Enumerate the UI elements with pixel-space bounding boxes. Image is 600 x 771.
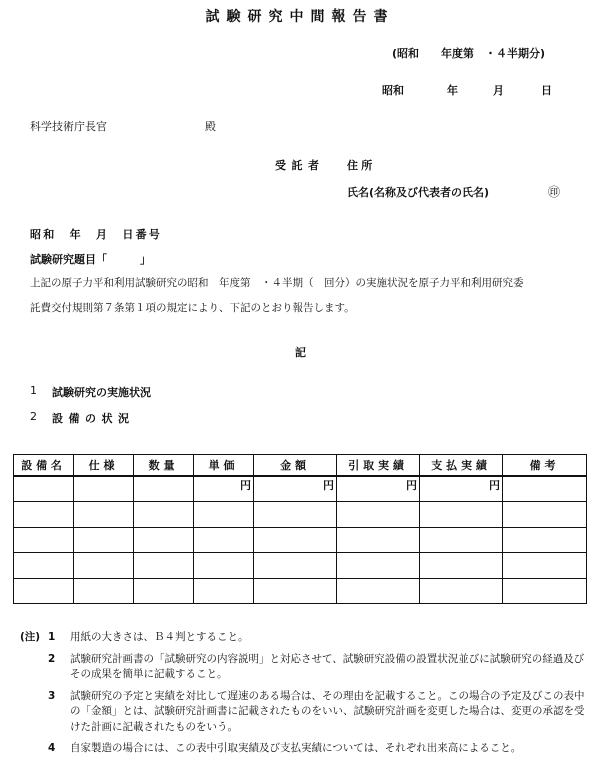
payment-unit: 円 [420,476,503,502]
addressee-honorific: 殿 [205,120,216,133]
contractor-name-label: 氏名(名称及び代表者の氏名) [347,186,490,199]
report-date-day: 日 [541,84,552,97]
header-unit-price: 単価 [194,455,254,477]
section-1-label: 試験研究の実施状況 [52,386,151,399]
header-payment-record: 支払実績 [420,455,503,477]
document-number-line: 昭和 年 月 日番号 [30,228,162,241]
note-text: 自家製造の場合には、この表中引取実績及び支払実績については、それぞれ出来高によること。 [70,742,522,754]
amount-unit: 円 [254,476,337,502]
contractor-label: 受託者 [275,159,325,172]
research-subject-line: 試験研究題目「 」 [30,253,151,266]
note-number: 2 [48,652,56,665]
notes-lead: (注) [20,631,41,643]
section-2-label: 設備の状況 [52,412,135,425]
document-title: 試験研究中間報告書 [205,9,395,25]
header-quantity: 数量 [134,455,194,477]
table-row [14,502,587,527]
contractor-address-label: 住所 [347,159,376,172]
note-text: 試験研究の予定と実績を対比して遅速のある場合は、その理由を記載すること。この場合の予定及びこの表中の「金額」とは、試験研究計画書に記載されたものをいい、試験研究計画を変更した場合は、変更の承認を受けた計画に記載されたものをいう。 [70,689,585,733]
reporting-period: (昭和 年度第 ・４半期分) [392,47,546,60]
delivery-unit: 円 [337,476,420,502]
table-header-row [14,455,587,477]
equipment-table [13,454,587,604]
header-specification: 仕様 [74,455,134,477]
note-text: 試験研究計画書の「試験研究の内容説明」と対応させて、試験研究設備の設置状況並びに試験研究の経過及びその成果を簡単に記載すること。 [70,652,585,680]
note-item [20,630,585,646]
note-number: 4 [48,742,56,754]
report-date-year: 年 [447,84,458,97]
report-date-month: 月 [493,84,504,97]
section-2-number: 2 [30,410,37,423]
notes-section [20,630,585,757]
ki-heading: 記 [295,346,306,359]
body-text-line-2: 託費交付規則第７条第１項の規定により、下記のとおり報告します。 [30,302,355,314]
header-remarks: 備考 [503,455,587,477]
note-text: 用紙の大きさは、Ｂ４判とすること。 [70,631,249,643]
addressee-name: 科学技術庁長官 [30,120,107,133]
note-number: 1 [48,631,56,643]
note-number: 3 [48,689,56,702]
note-item [20,741,585,757]
table-row [14,527,587,552]
table-row [14,476,587,502]
section-1-number: 1 [30,384,37,397]
header-delivery-record: 引取実績 [337,455,420,477]
note-item [20,652,585,683]
header-amount: 金額 [254,455,337,477]
table-row [14,578,587,603]
table-row [14,553,587,578]
header-equipment-name: 設備名 [14,455,74,477]
report-date-era: 昭和 [382,84,404,97]
body-text-line-1: 上記の原子力平和利用試験研究の昭和 年度第 ・４半期（ 回分）の実施状況を原子力平和利用研究委 [30,277,524,289]
seal-mark: ㊞ [548,185,561,199]
note-item [20,689,585,736]
unit-price-unit: 円 [194,476,254,502]
